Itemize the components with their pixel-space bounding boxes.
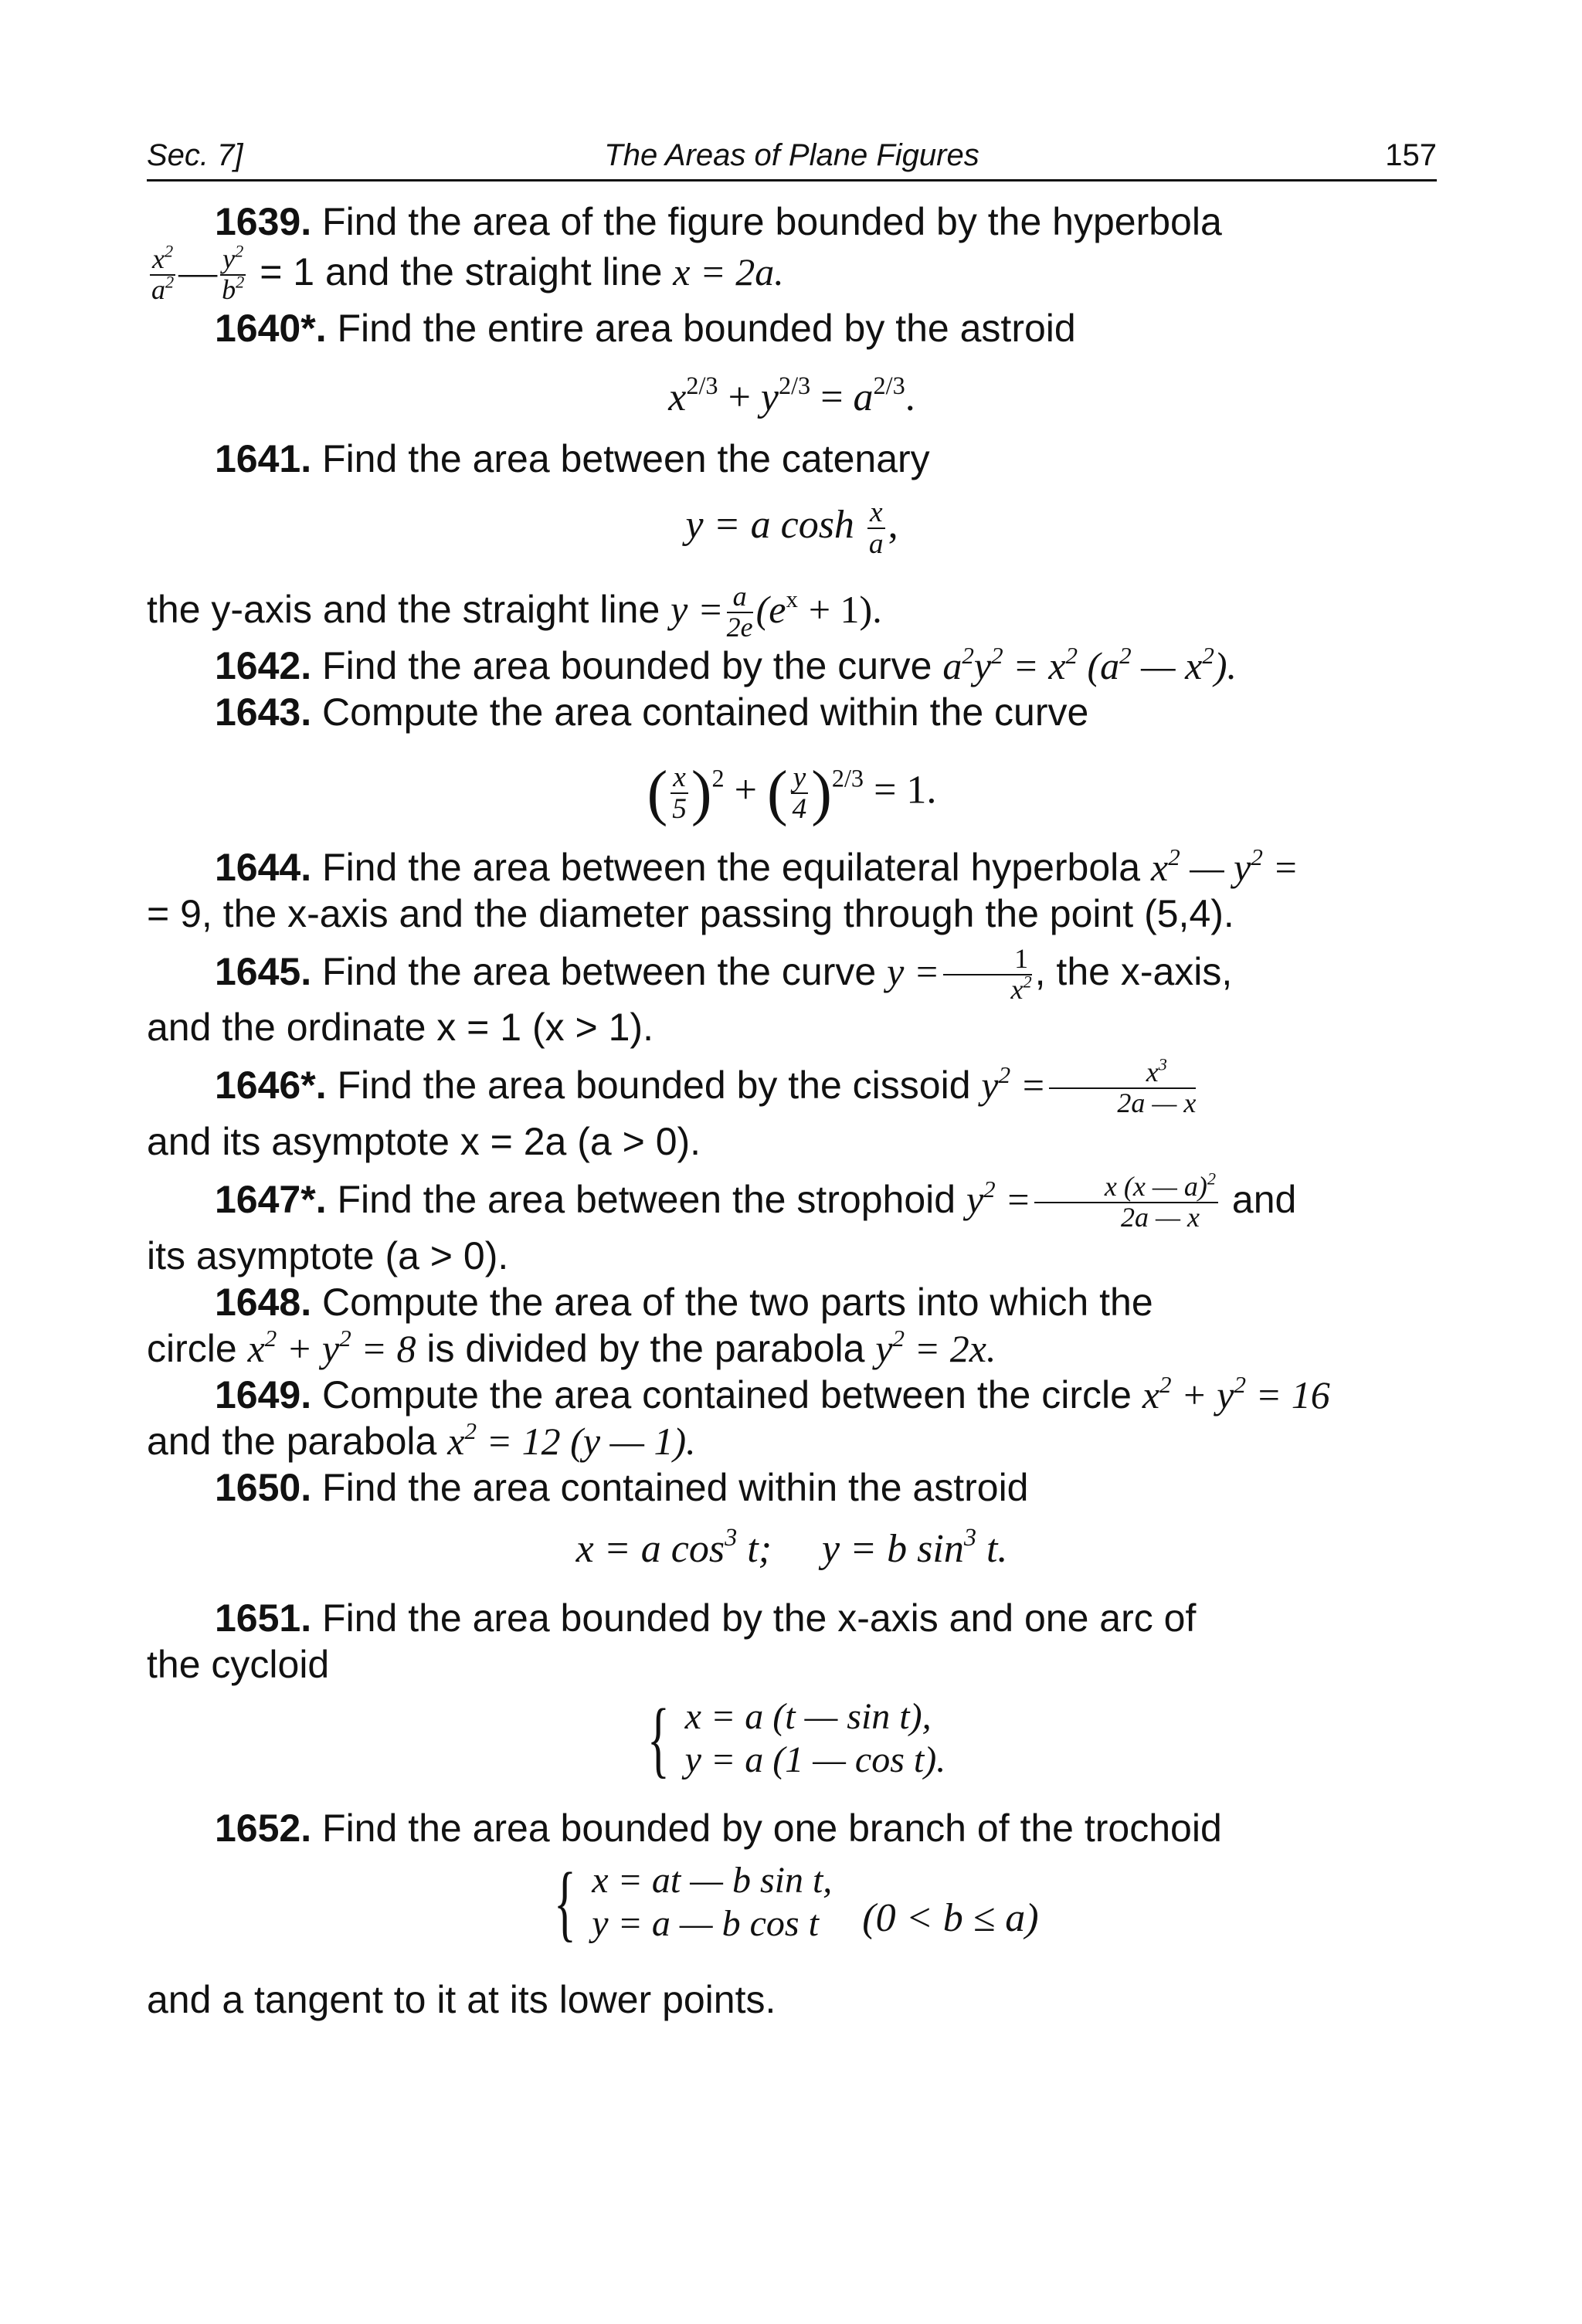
- problem-1643: 1643. Compute the area contained within the curve: [215, 690, 1089, 734]
- problem-1642: 1642. Find the area bounded by the curve $a^2y^2 = x^2$ ($a^2$ — $x^2$).: [215, 641, 1237, 687]
- problem-1651: 1651. Find the area bounded by the x-axis and one arc of: [215, 1596, 1197, 1640]
- problem-1640: 1640*. Find the entire area bounded by the astroid: [215, 306, 1076, 350]
- equation-astroid: $x^{2/3} + y^{2/3} = a^{2/3}$.: [668, 371, 915, 419]
- equation-1643: ( $\frac{x}{5}$ )$^2$ + ( $\frac{y}{4}$ )$^{2/3}$ = 1.: [647, 758, 937, 827]
- equation-astroid-param: x = a $\cos^3 t$; y = b $\sin^3 t$.: [575, 1522, 1008, 1571]
- problem-1649-cont: and the parabola $x^2 = 12$ (y — 1).: [147, 1416, 696, 1463]
- problem-1645: 1645. Find the area between the curve y = $\frac{1}{x^2}$ , the x-axis,: [215, 942, 1233, 1005]
- problem-1648: 1648. Compute the area of the two parts into which the: [215, 1280, 1153, 1324]
- problem-1644: 1644. Find the area between the equilateral hyperbola $x^2$ — $y^2$ =: [215, 843, 1299, 889]
- section-label: Sec. 7]: [147, 138, 243, 172]
- equation-cycloid: { x = a (t — sin t), y = a (1 — cos t).: [647, 1691, 946, 1786]
- equation-trochoid: { x = at — b sin t, y = a — b cos t (0 < b ≤ a): [554, 1854, 1039, 1949]
- problem-1649: 1649. Compute the area contained between the circle $x^2 + y^2 = 16$: [215, 1370, 1330, 1416]
- running-header: [147, 131, 1437, 182]
- equation-catenary: y = a cosh $\frac{x}{a}$ ,: [685, 496, 898, 560]
- page: [147, 131, 1437, 2023]
- header-title: The Areas of Plane Figures: [604, 138, 979, 172]
- problem-1650: 1650. Find the area contained within the astroid: [215, 1465, 1029, 1509]
- problem-1651-cont: the cycloid: [147, 1642, 330, 1686]
- problem-1639: 1639. Find the area of the figure bounded by the hyperbola: [215, 200, 1222, 243]
- problem-1648-cont: circle $x^2 + y^2 = 8$ is divided by the parabola $y^2 = 2x$.: [147, 1324, 996, 1370]
- problem-1641-cont: the y-axis and the straight line y = $\frac{a}{2e}$ $(e^x + 1)$.: [147, 581, 882, 643]
- problem-1652: 1652. Find the area bounded by one branch of the trochoid: [215, 1806, 1222, 1850]
- problem-1639-cont: $\frac{x^2}{a^2}$ — $\frac{y^2}{b^2}$ = 1 and the straight line x = 2a.: [151, 241, 784, 305]
- problem-1646: 1646*. Find the area bounded by the cissoid $y^2$ = $\frac{x^3}{2a — x}$: [215, 1054, 1197, 1119]
- problem-1647-cont: its asymptote (a > 0).: [147, 1233, 509, 1277]
- page-number: 157: [1385, 138, 1437, 172]
- problem-1647: 1647*. Find the area between the strophoid $y^2$ = $\frac{x (x — a)^2}{2a — x}$ and: [215, 1169, 1297, 1233]
- problem-1646-cont: and its asymptote x = 2a (a > 0).: [147, 1119, 701, 1163]
- problem-1641: 1641. Find the area between the catenary: [215, 436, 930, 480]
- problem-1652-cont: and a tangent to it at its lower points.: [147, 1977, 776, 2021]
- problem-1644-cont: = 9, the x-axis and the diameter passing through the point (5,4).: [147, 891, 1234, 935]
- problem-1645-cont: and the ordinate x = 1 (x > 1).: [147, 1006, 654, 1050]
